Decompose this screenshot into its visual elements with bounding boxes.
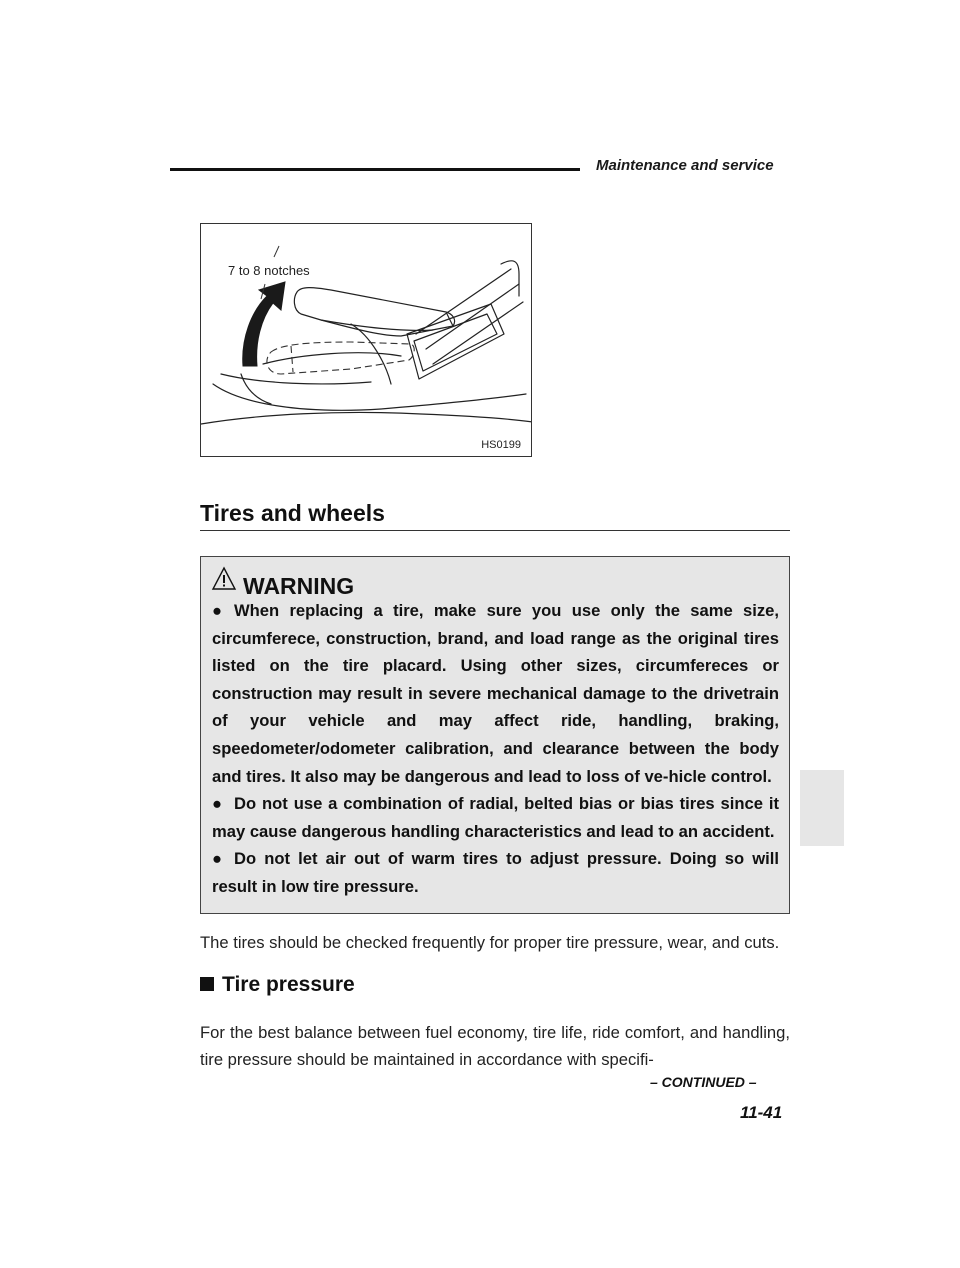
warning-item xyxy=(212,597,779,790)
continued-label: – CONTINUED – xyxy=(650,1074,757,1090)
parking-brake-illustration xyxy=(201,224,532,457)
warning-item-text: When replacing a tire, make sure you use only the same size, circumferece, construction, brand, and load range as the original tires listed on the tire placard. Using other sizes, circumfereces or construction may result in severe mechanical damage to the drivetrain of your vehicle and may affect ride, handling, braking, speedometer/odometer calibration, and clearance between the body and tires. It also may be dangerous and lead to loss of ve-hicle control. xyxy=(212,601,779,786)
warning-triangle-icon xyxy=(211,566,237,592)
chapter-side-tab xyxy=(800,770,844,846)
subheading-tire-pressure xyxy=(200,973,355,997)
bullet-icon: ● xyxy=(212,601,223,620)
warning-item-text: Do not let air out of warm tires to adjust pressure. Doing so will result in low tire pressure. xyxy=(212,849,779,896)
warning-item-text: Do not use a combination of radial, belted bias or bias tires since it may cause dangerous handling characteristics and lead to an accident. xyxy=(212,794,779,841)
warning-box xyxy=(200,556,790,914)
warning-title: WARNING xyxy=(243,573,355,599)
warning-body xyxy=(212,597,779,901)
bullet-icon: ● xyxy=(212,794,223,814)
page-number: 11-41 xyxy=(740,1103,783,1122)
bullet-icon: ● xyxy=(212,849,223,869)
running-header: Maintenance and service xyxy=(596,157,774,174)
intro-paragraph: The tires should be checked frequently for proper tire pressure, wear, and cuts. xyxy=(200,933,780,952)
figure-callout-label: 7 to 8 notches xyxy=(228,263,310,278)
section-title: Tires and wheels xyxy=(200,500,385,526)
header-rule xyxy=(170,168,580,171)
warning-item xyxy=(212,790,779,845)
square-bullet-icon xyxy=(200,977,214,991)
subheading-text: Tire pressure xyxy=(222,973,355,996)
tire-pressure-paragraph: For the best balance between fuel economy, tire life, ride comfort, and handling, tire pressure should be maintained in accordance with specifi- xyxy=(200,1023,790,1069)
warning-item xyxy=(212,845,779,900)
parking-brake-figure xyxy=(200,223,532,457)
figure-code: HS0199 xyxy=(481,439,521,451)
title-rule xyxy=(200,530,790,531)
